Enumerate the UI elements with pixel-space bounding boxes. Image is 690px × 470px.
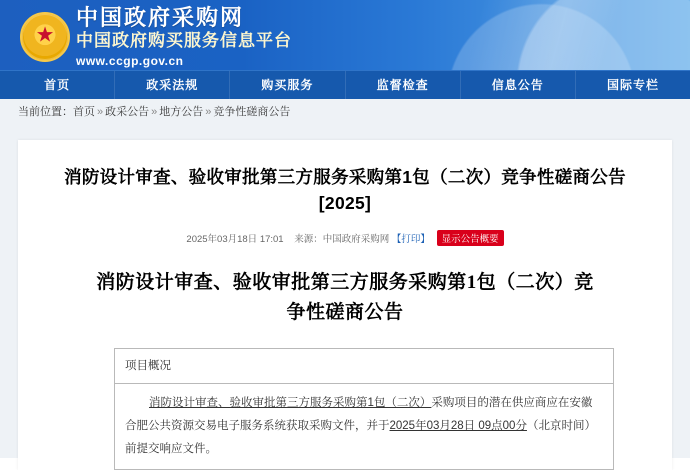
site-title-block	[76, 6, 292, 69]
table-row	[115, 349, 614, 384]
source-label: 来源：	[294, 234, 323, 245]
source-name: 中国政府采购网	[322, 234, 390, 245]
table-cell-section-title: 项目概况	[115, 349, 614, 384]
breadcrumb-separator-1: »	[97, 106, 104, 118]
page-title: 消防设计审查、验收审批第三方服务采购第1包（二次）竞争性磋商公告[2025]	[64, 167, 626, 213]
page-right-edge	[684, 105, 690, 458]
notice-text-1: 采购项目的潜在供应商应在安徽合肥公共资源交易电子服务系统获取采购文件，并于	[125, 397, 593, 432]
article-meta	[18, 230, 672, 246]
status-badge[interactable]: 显示公告概要	[437, 230, 504, 246]
breadcrumb-prefix: 当前位置：	[18, 106, 73, 118]
main-nav	[0, 70, 690, 99]
deadline-underlined: 2025年03月28日 09点00分	[389, 420, 527, 432]
table-row	[115, 384, 614, 470]
breadcrumb-separator-3: »	[205, 106, 212, 118]
document-heading: 消防设计审查、验收审批第三方服务采购第1包（二次）竞争性磋商公告	[96, 272, 594, 323]
site-header	[0, 0, 690, 70]
project-overview-table	[114, 348, 614, 470]
notice-paragraph	[125, 392, 603, 461]
publish-datetime: 2025年03月18日 17:01	[186, 234, 284, 245]
nav-item-regulations[interactable]: 政采法规	[115, 71, 230, 99]
breadcrumb	[0, 99, 690, 125]
breadcrumb-separator-2: »	[151, 106, 158, 118]
nav-item-international[interactable]: 国际专栏	[606, 78, 659, 92]
site-url: www.ccgp.gov.cn	[76, 54, 184, 68]
site-title-primary: 中国政府采购网	[76, 5, 245, 30]
header-decoration	[360, 0, 690, 70]
site-title-secondary: 中国政府购买服务信息平台	[76, 31, 292, 50]
print-link[interactable]: 【打印】	[391, 234, 430, 245]
article-card	[18, 140, 672, 470]
table-cell-paragraph	[115, 384, 614, 470]
breadcrumb-item-announcements[interactable]: 政采公告	[105, 106, 150, 118]
breadcrumb-item-local[interactable]: 地方公告	[159, 106, 204, 118]
nav-item-announcements[interactable]: 信息公告	[461, 71, 576, 99]
nav-item-supervision[interactable]: 监督检查	[346, 71, 461, 99]
national-emblem-icon	[20, 12, 70, 62]
breadcrumb-item-competitive-consultation[interactable]: 竞争性磋商公告	[213, 106, 291, 118]
notice-text-2: （北京时间）前提交响应文件。	[125, 420, 596, 455]
nav-item-purchase-service[interactable]: 购买服务	[230, 71, 345, 99]
breadcrumb-item-home[interactable]: 首页	[73, 106, 95, 118]
star-glyph: ★	[35, 23, 55, 47]
nav-item-home[interactable]: 首页	[0, 71, 115, 99]
project-name-underlined: 消防设计审查、验收审批第三方服务采购第1包（二次）	[149, 397, 432, 409]
